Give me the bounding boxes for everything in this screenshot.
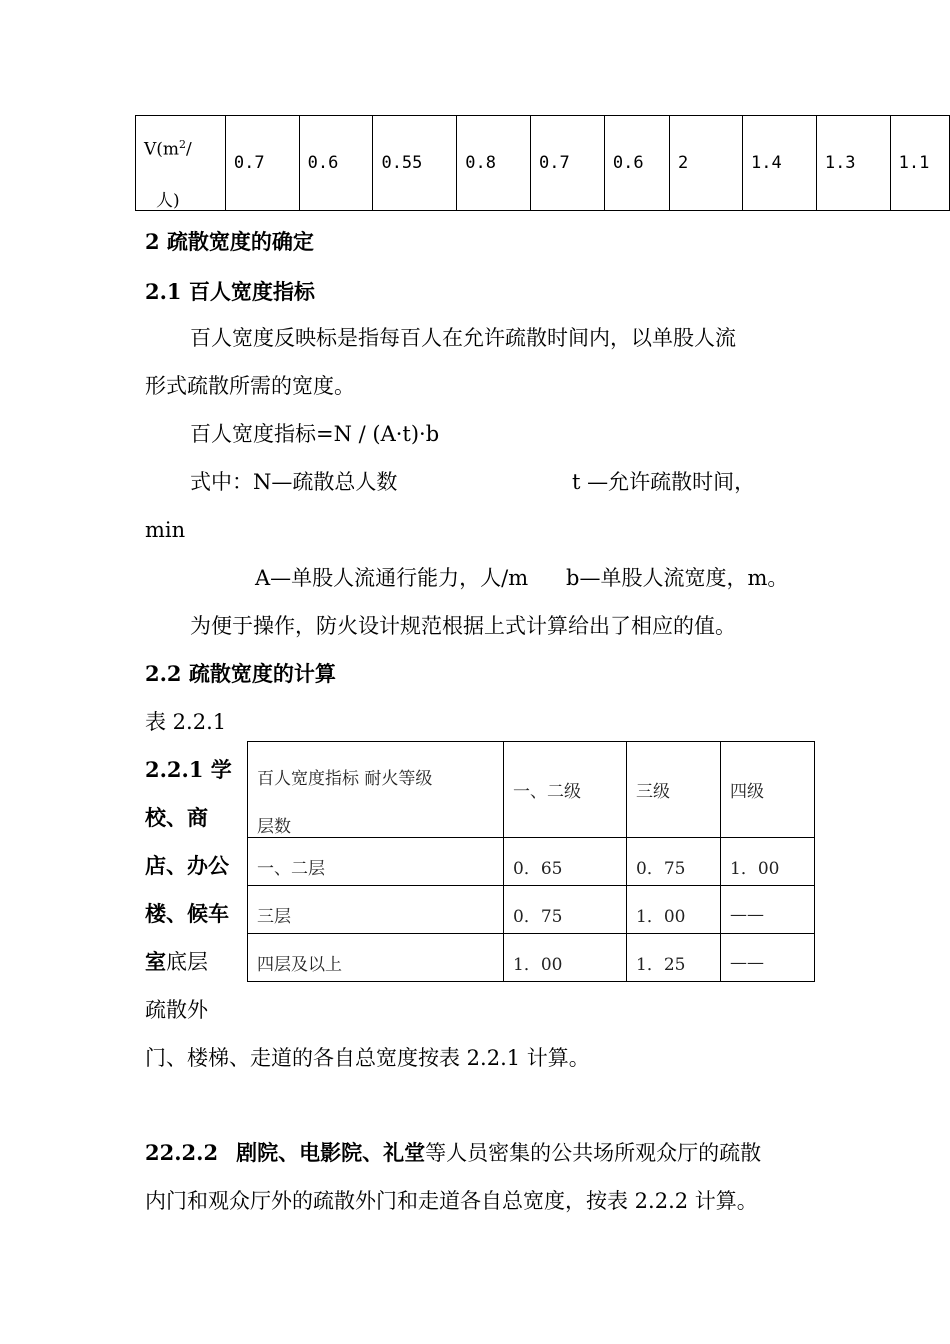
side-text-line: 楼、候车	[145, 901, 229, 926]
table-cell: 0．75	[504, 886, 627, 934]
table-cell: 1.3	[816, 116, 890, 211]
paragraph-line: 百人宽度反映标是指每百人在允许疏散时间内，以单股人流	[190, 326, 736, 350]
column-header: 四级	[721, 742, 815, 838]
table-row	[248, 934, 815, 982]
row-label: 一、二层	[248, 838, 504, 886]
section-heading: 2 疏散宽度的确定	[145, 229, 314, 254]
table-caption: 表 2.2.1	[145, 710, 227, 734]
table-cell: 1．00	[504, 934, 627, 982]
row-label: 四层及以上	[248, 934, 504, 982]
where-n: 式中：N—疏散总人数	[190, 470, 398, 494]
side-text-line: 店、办公	[145, 853, 229, 878]
table-cell: 0.6	[299, 116, 373, 211]
note-line: 为便于操作，防火设计规范根据上式计算给出了相应的值。	[190, 614, 736, 638]
clause-number: 22.2.2	[145, 1140, 219, 1165]
table-cell: ——	[721, 886, 815, 934]
column-header: 三级	[627, 742, 721, 838]
table-cell: 0.8	[457, 116, 531, 211]
where-t: t —允许疏散时间，	[572, 470, 756, 494]
density-table	[135, 115, 950, 211]
subsection-heading: 2.2 疏散宽度的计算	[145, 661, 336, 686]
table-cell: ——	[721, 934, 815, 982]
formula: 百人宽度指标=N / (A·t)·b	[190, 422, 440, 446]
subsection-heading: 2.1 百人宽度指标	[145, 279, 315, 304]
header-corner-bottom: 层数	[257, 817, 291, 837]
table-row	[248, 838, 815, 886]
density-label: $V(m^2/$	[144, 138, 192, 160]
table-cell: 1．00	[627, 886, 721, 934]
table-row	[136, 116, 950, 211]
table-cell: 1．00	[721, 838, 815, 886]
where-b: b—单股人流宽度，m。	[566, 566, 789, 590]
side-text-line: 室底层	[145, 949, 208, 974]
density-label-cell	[136, 116, 226, 211]
table-cell: 0．65	[504, 838, 627, 886]
evacuation-width-table	[247, 741, 815, 982]
table-cell: 1.4	[743, 116, 817, 211]
column-header: 一、二级	[504, 742, 627, 838]
side-text-line: 门、楼梯、走道的各自总宽度按表 2.2.1 计算。	[145, 1046, 590, 1070]
side-text-line: 2.2.1 学	[145, 757, 232, 782]
density-label-unit: 人)	[156, 191, 180, 211]
row-label: 三层	[248, 886, 504, 934]
table-cell: 2	[669, 116, 742, 211]
where-unit: min	[145, 518, 186, 542]
side-text-line: 校、商	[145, 805, 208, 830]
table-cell: 0.7	[225, 116, 299, 211]
table-row	[248, 886, 815, 934]
side-text-line: 疏散外	[145, 998, 208, 1022]
table-cell: 0.7	[531, 116, 605, 211]
paragraph-line: 形式疏散所需的宽度。	[145, 374, 355, 398]
paragraph-line	[145, 1141, 761, 1165]
header-corner-cell	[248, 742, 504, 838]
table-cell: 1.1	[890, 116, 949, 211]
paragraph-line: 内门和观众厅外的疏散外门和走道各自总宽度，按表 2.2.2 计算。	[145, 1189, 758, 1213]
clause-bold: 剧院、电影院、礼堂	[236, 1140, 426, 1165]
header-corner-top: 百人宽度指标 耐火等级	[257, 769, 433, 789]
table-cell: 0.55	[373, 116, 457, 211]
table-header-row	[248, 742, 815, 838]
table-cell: 0.6	[604, 116, 669, 211]
clause-rest: 等人员密集的公共场所观众厅的疏散	[425, 1141, 762, 1165]
where-a: A—单股人流通行能力，人/m	[255, 566, 529, 590]
table-cell: 0．75	[627, 838, 721, 886]
table-cell: 1．25	[627, 934, 721, 982]
